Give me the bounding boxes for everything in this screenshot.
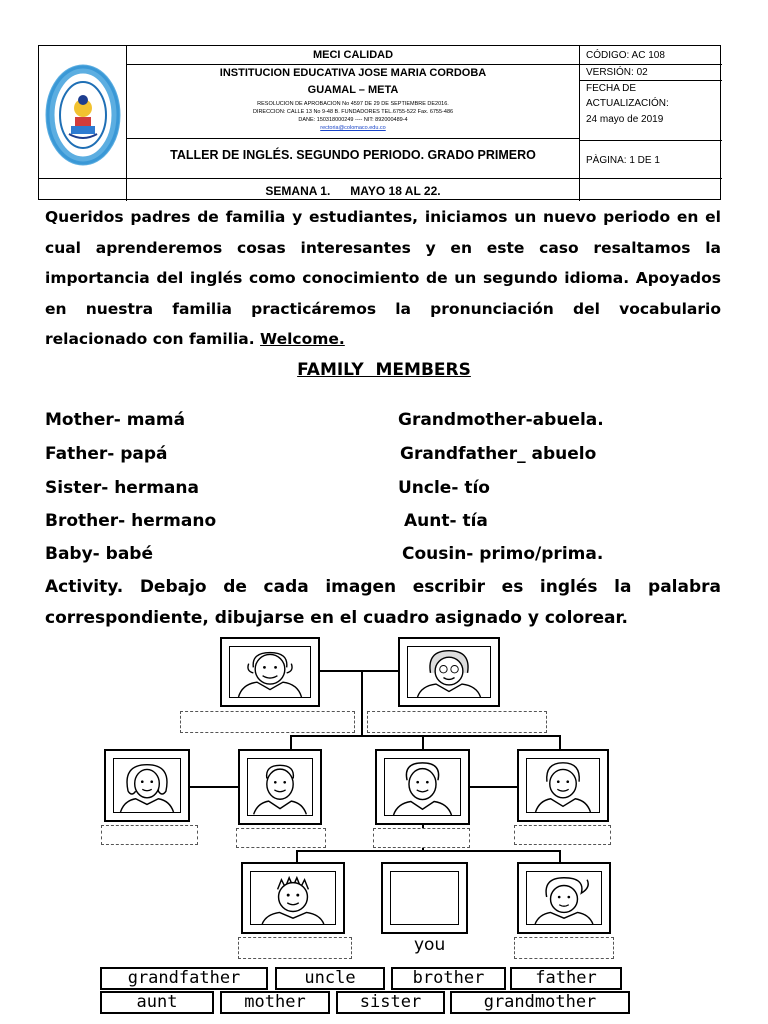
sister-answer-box[interactable] — [514, 937, 614, 959]
tree-connector — [559, 850, 561, 862]
document-version: VERSIÓN: 02 — [586, 67, 648, 78]
week-label: SEMANA 1. MAYO 18 AL 22. — [265, 184, 441, 198]
activity-instructions: Activity. Debajo de cada imagen escribir es inglés la palabra correspondiente, dibujarse en el cuadro asignado y colorear. — [45, 577, 721, 628]
you-label: you — [414, 935, 446, 955]
vocab-right-0: Grandmother-abuela. — [398, 410, 604, 430]
aunt-answer-box[interactable] — [514, 825, 611, 845]
brother-answer-box[interactable] — [238, 937, 352, 959]
mother-picture — [104, 749, 190, 822]
you-drawing-box[interactable] — [381, 862, 468, 934]
email-link[interactable]: rectoria@colomaco.edu.co — [320, 125, 386, 131]
uncle-answer-box[interactable] — [373, 828, 470, 848]
father-picture — [238, 749, 322, 825]
header-table — [38, 45, 721, 200]
grandfather-answer-box[interactable] — [180, 711, 355, 733]
sister-picture — [517, 862, 611, 934]
update-label-1: FECHA DE — [586, 83, 637, 94]
update-date: 24 mayo de 2019 — [586, 114, 664, 125]
uncle-picture — [375, 749, 470, 825]
page-number: PÀGINA: 1 DE 1 — [586, 155, 660, 166]
word-bank-aunt: aunt — [100, 991, 214, 1014]
intro-paragraph — [45, 202, 721, 355]
workshop-title: TALLER DE INGLÉS. SEGUNDO PERIODO. GRADO PRIMERO — [170, 148, 536, 162]
tree-connector — [559, 735, 561, 749]
document-code: CÓDIGO: AC 108 — [586, 50, 665, 61]
tree-connector — [361, 670, 363, 736]
vocab-right-3: Aunt- tía — [404, 511, 488, 531]
vocab-right-4: Cousin- primo/prima. — [402, 544, 604, 564]
brother-picture — [241, 862, 345, 934]
word-bank-grandfather: grandfather — [100, 967, 268, 990]
father-answer-box[interactable] — [236, 828, 326, 848]
vocab-left-4: Baby- babé — [45, 544, 153, 564]
intro-text: Queridos padres de familia y estudiantes, iniciamos un nuevo periodo en el cual aprenderemos cosas interesantes y en este caso resaltamos la importancia del inglés como conocimiento de un segundo idioma. Apoyados en nuestra familia practicáremos la pronunciación del vocabulario relacionado con familia. — [45, 208, 721, 348]
vocab-left-0: Mother- mamá — [45, 410, 186, 430]
word-bank-brother: brother — [391, 967, 506, 990]
vocab-right-2: Uncle- tío — [398, 478, 490, 498]
vocab-left-1: Father- papá — [45, 444, 168, 464]
grandmother-answer-box[interactable] — [367, 711, 547, 733]
welcome-text: Welcome. — [260, 330, 345, 348]
vocab-left-3: Brother- hermano — [45, 511, 217, 531]
school-seal-logo — [45, 62, 121, 168]
word-bank-uncle: uncle — [275, 967, 385, 990]
institution-location: GUAMAL – META — [307, 84, 399, 96]
grandfather-picture — [220, 637, 320, 707]
aunt-picture — [517, 749, 609, 822]
vocab-left-2: Sister- hermana — [45, 478, 199, 498]
resolution-text: RESOLUCION DE APROBACION No 4597 DE 29 DE SEPTIEMBRE DE2016. — [257, 101, 449, 107]
tree-connector — [296, 850, 298, 862]
tree-connector — [320, 670, 400, 672]
dane-nit-text: DANE: 150318000249 ---- NIT: 892000489-4 — [298, 117, 408, 123]
tree-connector — [470, 786, 517, 788]
institution-name: INSTITUCION EDUCATIVA JOSE MARIA CORDOBA — [219, 67, 487, 79]
tree-connector — [190, 786, 238, 788]
address-text: DIRECCION: CALLE 13 No 9-48 B. FUNDADORES TEL.6755-522 Fax. 6755-486 — [252, 109, 454, 115]
update-label-2: ACTUALIZACIÓN: — [586, 98, 669, 109]
tree-connector — [290, 735, 292, 749]
word-bank-mother: mother — [220, 991, 330, 1014]
tree-connector — [296, 850, 560, 852]
vocab-right-1: Grandfather_ abuelo — [400, 444, 597, 464]
word-bank-sister: sister — [336, 991, 445, 1014]
mother-answer-box[interactable] — [101, 825, 198, 845]
meci-quality-title: MECI CALIDAD — [312, 49, 394, 61]
word-bank-grandmother: grandmother — [450, 991, 630, 1014]
tree-connector — [422, 735, 424, 749]
tree-connector — [290, 735, 560, 737]
family-members-title: FAMILY MEMBERS — [297, 360, 471, 380]
word-bank-father: father — [510, 967, 622, 990]
grandmother-picture — [398, 637, 500, 707]
